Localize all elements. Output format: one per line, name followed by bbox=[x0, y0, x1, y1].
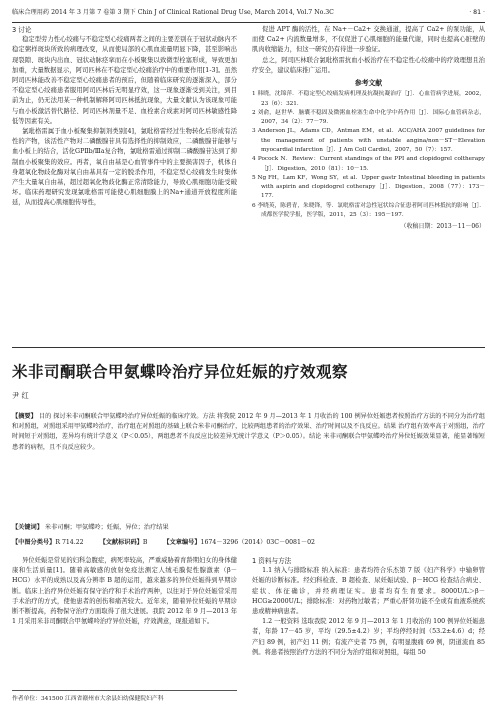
methods-paragraph: 1.2 一般资料 选取我院 2012 年 9 月—2013 年 1 月收治的 100 例异位妊娠患者，年龄 17－45 岁，平均（29.5±4.2）岁；平均停经时间（53.2±4.6）d；经产妇 89 例，初产妇 11 例；有流产史者 75 例，有明显腹痛 69 例，阴道流血 85 例。将患者按照治疗方法的不同分为治疗组和对照组，每组 50 bbox=[252, 618, 485, 656]
reference-item: 3 Anderson JL，Adams CD，Antman EM，et al．ACC/AHA 2007 guidelines for the management of patients with unstable angina/non－ST－Elevation myocardial infarction［J］．J Am Coll Cardiol，2007，50（7）：157． bbox=[252, 128, 485, 153]
running-header bbox=[12, 6, 485, 20]
abstract-text: 目的 探讨米非司酮联合甲氨蝶呤治疗异位妊娠的临床疗效。方法 将我院 2012 年 9 月—2013 年 1 月收治的 100 例异位妊娠患者按照治疗方法的不同分为治疗组和对照组，对照组采用甲氨蝶呤治疗，治疗组在对照组的基础上联合米非司酮治疗，比较两组患者的治疗效果、治疗时间以及不良反应。结果 治疗组有效率高于对照组，治疗时间短于对照组，差异均有统计学意义（P＜0.05），两组患者不良反应比较差异无统计学意义（P＞0.05）。结论 米非司酮联合甲氨蝶呤治疗异位妊娠效果显著，能显著缩短患者的病程，且不良反应较少。 bbox=[12, 413, 486, 451]
doc-code-value: B bbox=[142, 539, 148, 546]
reference-item: 1 韩晓，沈锦萍．不稳定型心绞痛发病机理及抗凝抗凝治疗［J］．心血管病学进展，2002，23（6）：321． bbox=[252, 91, 485, 107]
section-heading-discussion: 3 讨论 bbox=[12, 26, 32, 34]
keywords-label: 【关键词】 bbox=[12, 524, 43, 531]
methods-heading: 1 资料与方法 bbox=[252, 557, 292, 565]
paragraph: 总之，阿司匹林联合氯吡格雷抗血小板治疗在不稳定性心绞痛中的疗效理想且治疗安全，建议临床推广运用。 bbox=[252, 56, 485, 74]
article-id-label: 【文章编号】 bbox=[163, 539, 201, 546]
reference-item: 5 Ng FH，Lam KF，Wong SY，et al．Upper gastr Intestinal bleeding in patients with aspirin and clopidogrel cotherapy［J］．Digestion，2008（77）：173－177． bbox=[252, 174, 485, 200]
doc-code-label: 【文献标识码】 bbox=[99, 539, 143, 546]
reference-item: 2 刘俞，赵世华．脑囊不稳固及微粥血栓塞生命中化学中药作用［J］．国际心血管病杂志，2007，34（2）：77－79． bbox=[252, 109, 485, 126]
received-date: （收稿日期：2013－11－06） bbox=[400, 223, 485, 231]
paragraph: 氯吡格雷属于血小板聚集抑制剂类别[4]，氯吡格雷经过生物转化后形成有活性的产物，该活性产物对二磷酸腺苷具有选择性的抑制效应，二磷酸腺苷能够与血小板上的结合，活化GPⅡb/Ⅲa复合物，氯吡格雷通过抑制二磷酸腺苷达到了抑制血小板聚集的效应。再者，氧自由基是心血管事件中的主要损害因子，机体自身超氧化物歧化酶对氧自由基具有一定的脱杀作用，不稳定型心绞痛发生时集体产生大量氧自由基，超过超氧化物歧化酶正常清除能力，导致心肌细胞功能受破坏。临床药理研究发现氯吡格雷可能使心肌细胞膜上的Na+通道开放程度所能延，从而提高心肌细胞传导性， bbox=[12, 128, 237, 207]
paragraph: 促进 APT 酶的活性，在 Na+－Ca2+ 交换通道，提高了 Ca2+ 的泵功能，从而使 Ca2+ 内流数量增多，不仅促进了心肌细胞的能量代谢，同时也提高心脏壁的肌肉收缩能力，但这一研究仍有待进一步验证。 bbox=[252, 26, 485, 54]
reference-item: 6 李晓英，陈碧青，朱晓锋，等．氯吡格雷对急性冠状综合征患者阿司匹林抵抗的影响［J］．成都医学院学报，医学版，2011，25（3）：195－197． bbox=[252, 202, 485, 219]
author-affiliation-footnote: 作者单位：341500 江西省赣州市大余县妇幼保健院妇产科 bbox=[12, 690, 237, 702]
class-label: 【中图分类号】 bbox=[12, 539, 56, 546]
methods-column bbox=[252, 556, 485, 658]
keywords-text: 米非司酮；甲氨蝶呤；妊娠，异位；治疗结果 bbox=[44, 524, 169, 531]
methods-paragraph: 1.1 纳入与排除标准 纳入标准：患者均符合乐杰第 7 版《妇产科学》中输卵管妊娠的诊断标准。经妇科检查、B 超检查、尿妊娠试验、β－HCG 检查结合病史、症状、体征确诊，并经病理证实。患者均有生育要求。8000U/L＞β－HCG≥2000U/L；排除标准：对药物过敏者；严重心肝肾功能不全或有血液系统疾患或精神病患者。 bbox=[252, 567, 485, 616]
references-heading: 参考文献 bbox=[354, 79, 383, 88]
paragraph: 稳定型劳力性心绞痛与不稳定型心绞痛两者之间的主要差别在于冠状动脉内不稳定粥样斑块所致的病理改变，从而使局部的心肌血流量明显下降，甚至影响出现裂隙、斑块内出血、冠状动脉痉挛而在小板聚集以致微型栓塞形成，导致更加加重，大量数据显示，阿司匹林在不稳定型心绞痛治疗中的重要作用[1-3]。虽然阿司匹林能改善不稳定型心绞痛患者的预后，但随着临床研究的逐渐深入，部分不稳定型心绞痛患者服用阿司匹林后无明显疗效，这一现象逐渐受到关注，到目前为止，仍无法用某一种机制解释阿司匹林抵抗现象，大量文献认为该现象可能与血小板激活替代路径、阿司匹林剂量不足、血栓素合成素对阿司匹林敏感性降低等因素有关。 bbox=[12, 36, 237, 125]
journal-citation: 临床合理用药 2014 年 3 月第 7 卷第 3 期下 Chin J of Clinical Rational Drug Use, March 2014, Vol.7 No.3C bbox=[12, 9, 334, 16]
author-name: 尹 红 bbox=[12, 391, 29, 400]
reference-item: 4 Pocock N．Review：Current standings of the PPI and clopidogrel coltherapy［J］．Digestion，2010（81）：10－15． bbox=[252, 156, 485, 172]
article-title: 米非司酮联合甲氨蝶呤治疗异位妊娠的疗效观察 bbox=[12, 363, 349, 381]
abstract-label: 【摘要】 bbox=[12, 413, 37, 420]
header-divider bbox=[12, 22, 485, 23]
classification-line bbox=[12, 537, 485, 546]
abstract bbox=[12, 412, 485, 453]
page-number: · 81 · bbox=[469, 9, 485, 16]
intro-column bbox=[12, 556, 237, 627]
intro-paragraph: 异位妊娠是常见的妇科急腹症，病死率较高，严重威胁着育龄期妇女的身体健康和生活质量[1]。随着高敏感的放射免疫法测定人绒毛膜促性腺激素（β－HCG）水平的成熟以及高分辨率 B 超的运用，越来越多的异位妊娠得到早期诊断。临床上治疗异位妊娠有保守治疗和手术治疗两种，以往对于异位妊娠常采用手术治疗的方式，使他患者的创伤和痛苦较大。近年来，随着异位妊娠的早期诊断不断提高，药物保守治疗方面取得了很大进展。我院 2012 年 9 月—2013 年 1 月采用米非司酮联合甲氨蝶呤治疗异位妊娠，疗效满意，现报道如下。 bbox=[12, 557, 237, 626]
reference-list bbox=[252, 90, 485, 220]
article-divider bbox=[12, 347, 485, 348]
article-id-value: 1674－3296（2014）03C－0081－02 bbox=[200, 539, 315, 546]
keywords bbox=[12, 522, 485, 531]
left-column bbox=[12, 25, 237, 209]
right-column bbox=[252, 25, 485, 233]
class-value: R 714.22 bbox=[55, 539, 84, 546]
